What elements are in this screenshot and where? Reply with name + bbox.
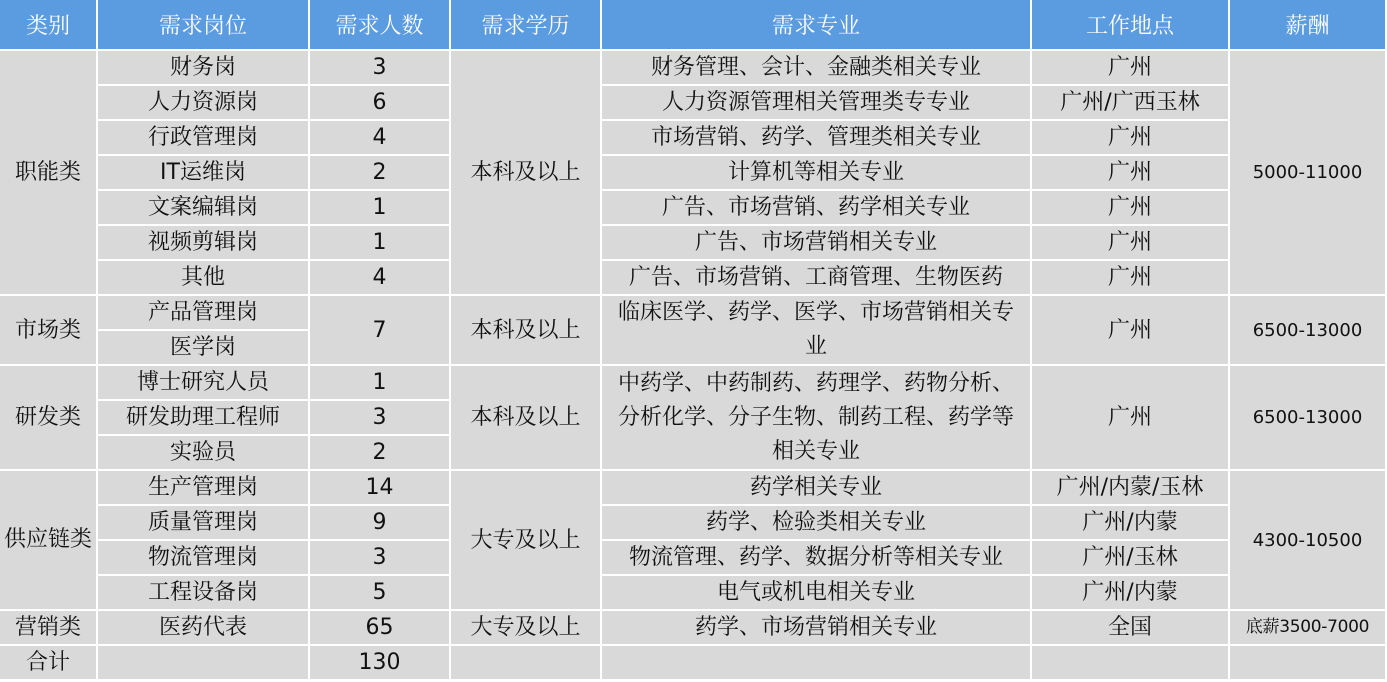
count-cell: 2 — [310, 436, 451, 471]
education-cell: 大专及以上 — [451, 611, 602, 646]
major-cell: 广告、市场营销相关专业 — [602, 226, 1032, 261]
category-cell: 研发类 — [0, 366, 98, 471]
position-cell: 生产管理岗 — [98, 471, 310, 506]
position-cell: 医学岗 — [98, 331, 310, 366]
location-cell: 广州 — [1032, 51, 1230, 86]
salary-cell: 6500-13000 — [1230, 366, 1387, 471]
header-salary: 薪酬 — [1230, 0, 1387, 51]
count-cell: 7 — [310, 296, 451, 366]
position-cell: 视频剪辑岗 — [98, 226, 310, 261]
empty-cell — [1032, 646, 1230, 681]
location-cell: 广州/内蒙/玉林 — [1032, 471, 1230, 506]
table-row — [0, 156, 1387, 191]
table-row — [0, 226, 1387, 261]
salary-cell: 6500-13000 — [1230, 296, 1387, 366]
count-cell: 1 — [310, 366, 451, 401]
major-cell: 药学、市场营销相关专业 — [602, 611, 1032, 646]
salary-cell: 底薪3500-7000 — [1230, 611, 1387, 646]
category-cell: 职能类 — [0, 51, 98, 296]
count-cell: 3 — [310, 51, 451, 86]
position-cell: 医药代表 — [98, 611, 310, 646]
table-row — [0, 366, 1387, 401]
count-cell: 3 — [310, 541, 451, 576]
major-cell: 药学相关专业 — [602, 471, 1032, 506]
location-cell: 广州 — [1032, 156, 1230, 191]
major-cell: 市场营销、药学、管理类相关专业 — [602, 121, 1032, 156]
empty-cell — [98, 646, 310, 681]
position-cell: 质量管理岗 — [98, 506, 310, 541]
education-cell: 大专及以上 — [451, 471, 602, 611]
major-cell: 计算机等相关专业 — [602, 156, 1032, 191]
count-cell: 9 — [310, 506, 451, 541]
table-row — [0, 261, 1387, 296]
header-category: 类别 — [0, 0, 98, 51]
header-position: 需求岗位 — [98, 0, 310, 51]
count-cell: 4 — [310, 261, 451, 296]
count-cell: 14 — [310, 471, 451, 506]
major-cell: 广告、市场营销、工商管理、生物医药 — [602, 261, 1032, 296]
header-location: 工作地点 — [1032, 0, 1230, 51]
header-major: 需求专业 — [602, 0, 1032, 51]
position-cell: 其他 — [98, 261, 310, 296]
table-row — [0, 86, 1387, 121]
total-count: 130 — [310, 646, 451, 681]
table-row — [0, 296, 1387, 331]
count-cell: 2 — [310, 156, 451, 191]
position-cell: 行政管理岗 — [98, 121, 310, 156]
position-cell: 物流管理岗 — [98, 541, 310, 576]
header-education: 需求学历 — [451, 0, 602, 51]
count-cell: 3 — [310, 401, 451, 436]
table-row — [0, 541, 1387, 576]
table-row — [0, 471, 1387, 506]
education-cell: 本科及以上 — [451, 366, 602, 471]
count-cell: 1 — [310, 191, 451, 226]
table-row — [0, 191, 1387, 226]
empty-cell — [1230, 646, 1387, 681]
count-cell: 4 — [310, 121, 451, 156]
location-cell: 全国 — [1032, 611, 1230, 646]
count-cell: 6 — [310, 86, 451, 121]
category-cell: 市场类 — [0, 296, 98, 366]
table-row — [0, 121, 1387, 156]
location-cell: 广州 — [1032, 226, 1230, 261]
location-cell: 广州 — [1032, 191, 1230, 226]
table-row — [0, 611, 1387, 646]
table-row — [0, 506, 1387, 541]
location-cell: 广州/玉林 — [1032, 541, 1230, 576]
major-cell: 电气或机电相关专业 — [602, 576, 1032, 611]
position-cell: 博士研究人员 — [98, 366, 310, 401]
header-count: 需求人数 — [310, 0, 451, 51]
major-cell: 广告、市场营销、药学相关专业 — [602, 191, 1032, 226]
location-cell: 广州 — [1032, 296, 1230, 366]
salary-cell: 4300-10500 — [1230, 471, 1387, 611]
table-row — [0, 51, 1387, 86]
category-cell: 营销类 — [0, 611, 98, 646]
education-cell: 本科及以上 — [451, 296, 602, 366]
education-cell: 本科及以上 — [451, 51, 602, 296]
position-cell: 人力资源岗 — [98, 86, 310, 121]
position-cell: 财务岗 — [98, 51, 310, 86]
major-cell: 人力资源管理相关管理类专专业 — [602, 86, 1032, 121]
position-cell: 实验员 — [98, 436, 310, 471]
empty-cell — [602, 646, 1032, 681]
position-cell: 产品管理岗 — [98, 296, 310, 331]
major-cell: 中药学、中药制药、药理学、药物分析、分析化学、分子生物、制药工程、药学等相关专业 — [602, 366, 1032, 471]
location-cell: 广州/广西玉林 — [1032, 86, 1230, 121]
position-cell: IT运维岗 — [98, 156, 310, 191]
location-cell: 广州/内蒙 — [1032, 506, 1230, 541]
count-cell: 65 — [310, 611, 451, 646]
location-cell: 广州 — [1032, 261, 1230, 296]
major-cell: 物流管理、药学、数据分析等相关专业 — [602, 541, 1032, 576]
category-cell: 供应链类 — [0, 471, 98, 611]
total-row — [0, 646, 1387, 681]
major-cell: 药学、检验类相关专业 — [602, 506, 1032, 541]
empty-cell — [451, 646, 602, 681]
location-cell: 广州/内蒙 — [1032, 576, 1230, 611]
header-row — [0, 0, 1387, 51]
total-label: 合计 — [0, 646, 98, 681]
major-cell: 财务管理、会计、金融类相关专业 — [602, 51, 1032, 86]
major-cell: 临床医学、药学、医学、市场营销相关专业 — [602, 296, 1032, 366]
count-cell: 5 — [310, 576, 451, 611]
location-cell: 广州 — [1032, 366, 1230, 471]
location-cell: 广州 — [1032, 121, 1230, 156]
position-cell: 工程设备岗 — [98, 576, 310, 611]
position-cell: 研发助理工程师 — [98, 401, 310, 436]
table-row — [0, 576, 1387, 611]
position-cell: 文案编辑岗 — [98, 191, 310, 226]
count-cell: 1 — [310, 226, 451, 261]
salary-cell: 5000-11000 — [1230, 51, 1387, 296]
